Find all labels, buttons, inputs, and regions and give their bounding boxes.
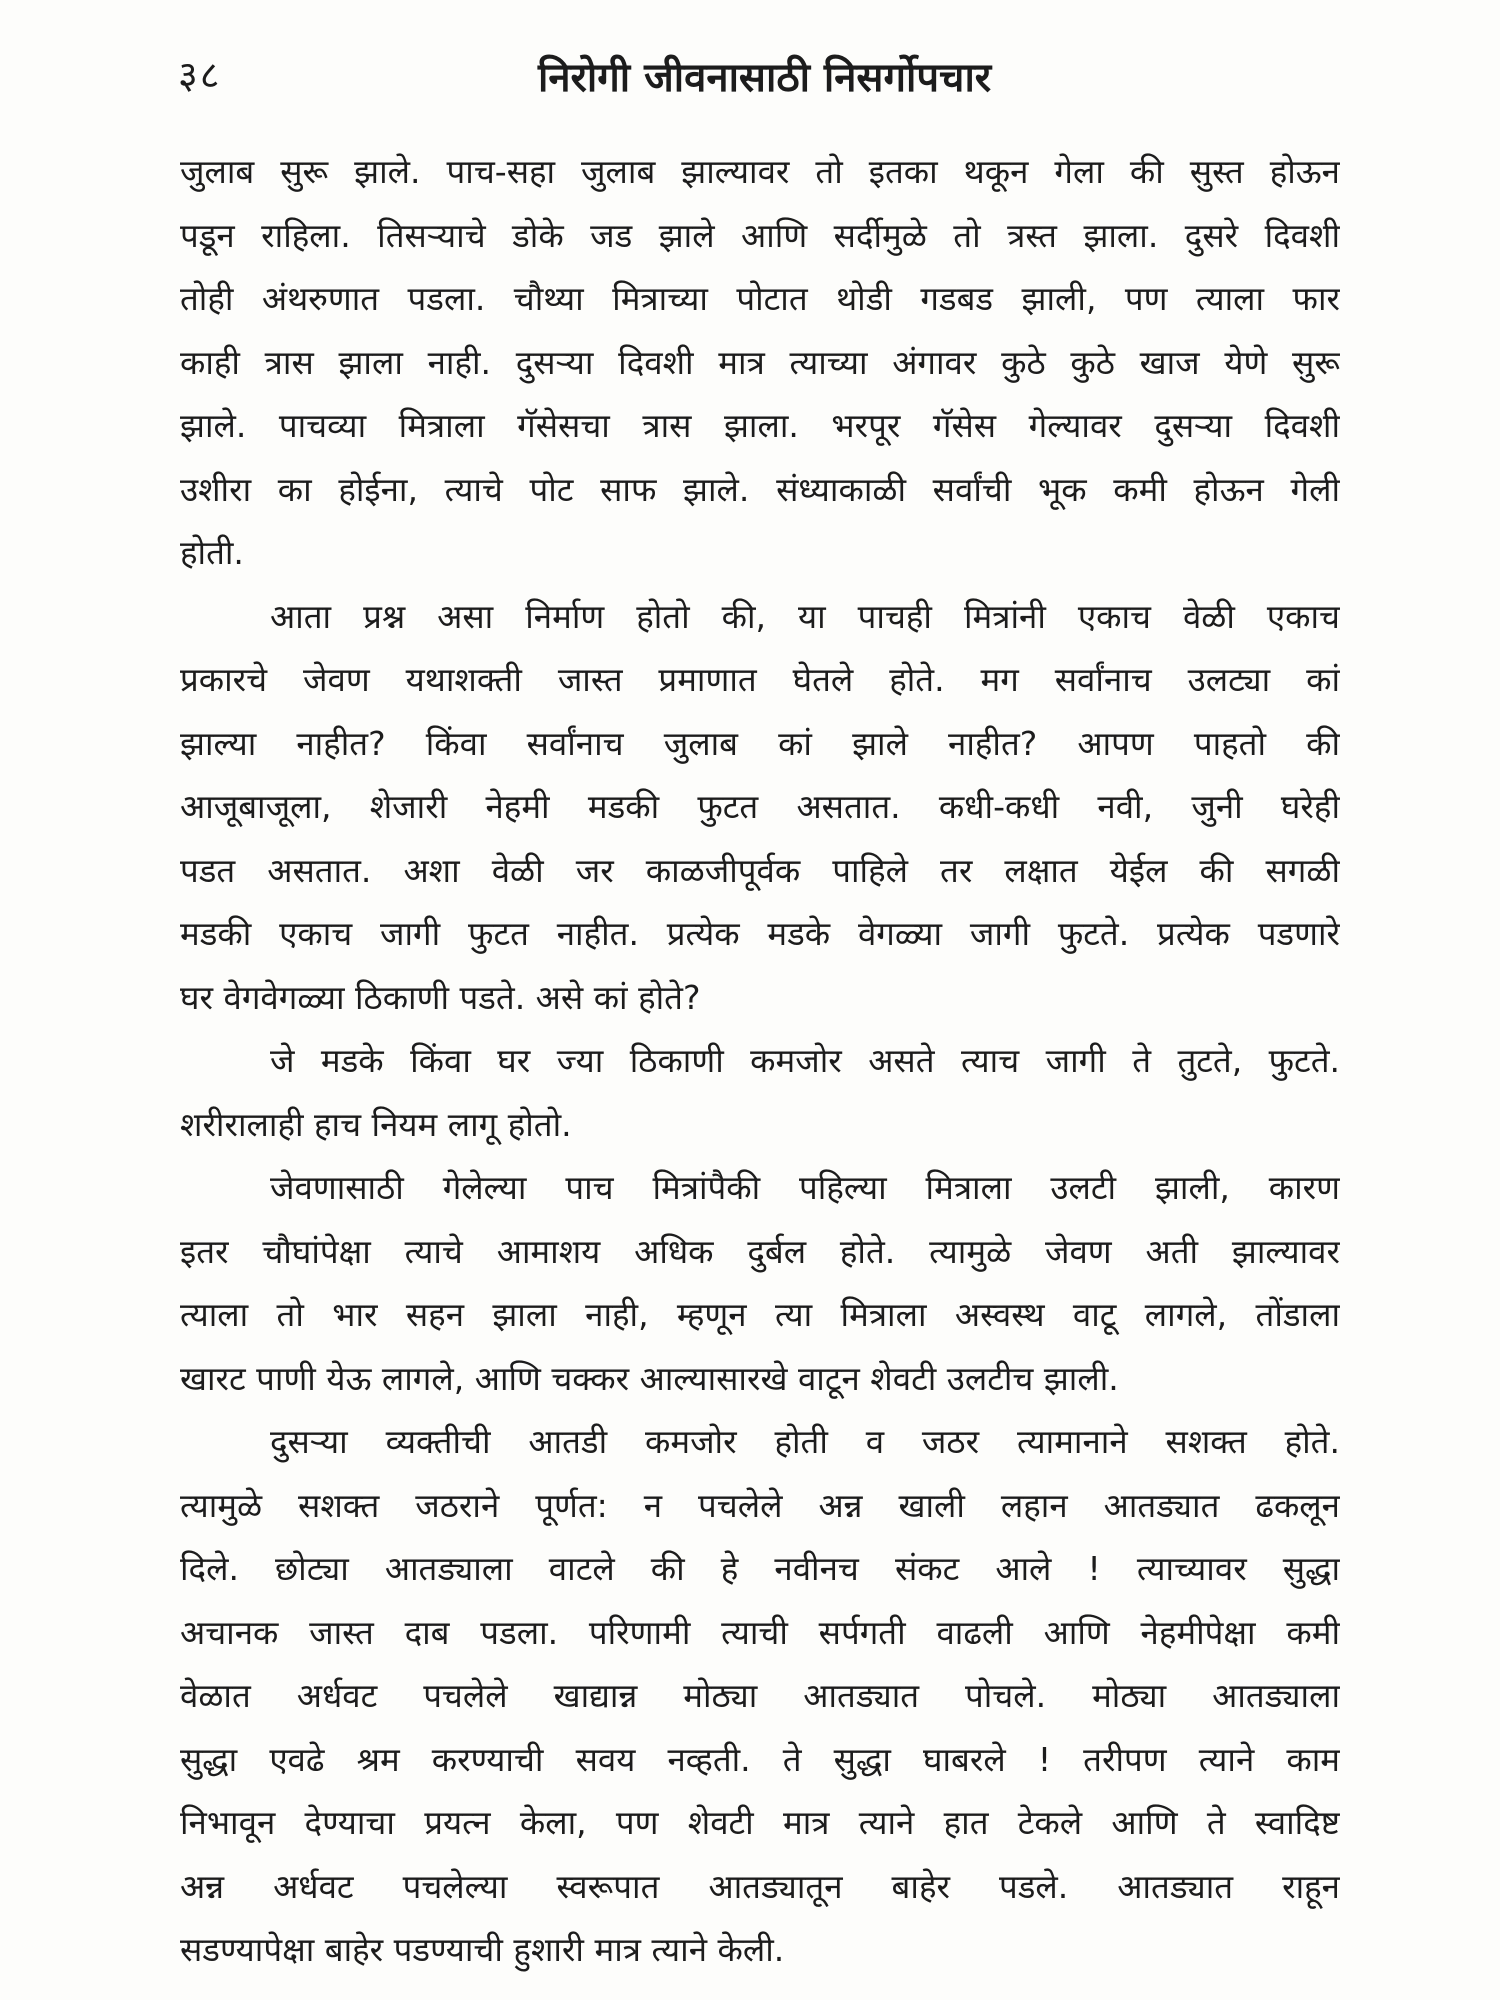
running-title: निरोगी जीवनासाठी निसर्गोपचार: [538, 55, 992, 101]
page-header: [178, 48, 1338, 108]
text-line: आजूबाजूला, शेजारी नेहमी मडकी फुटत असतात. कधी-कधी नवी, जुनी घरेही: [180, 787, 1340, 826]
text-line: निभावून देण्याचा प्रयत्न केला, पण शेवटी मात्र त्याने हात टेकले आणि ते स्वादिष्ट: [180, 1803, 1340, 1842]
text-line: अन्न अर्धवट पचलेल्या स्वरूपात आतड्यातून बाहेर पडले. आतड्यात राहून: [180, 1866, 1340, 1906]
text-line: झाल्या नाहीत? किंवा सर्वांनाच जुलाब कां झाले नाहीत? आपण पाहतो की: [180, 723, 1340, 763]
text-line: अचानक जास्त दाब पडला. परिणामी त्याची सर्पगती वाढली आणि नेहमीपेक्षा कमी: [180, 1612, 1340, 1652]
text-line: घर वेगवेगळ्या ठिकाणी पडते. असे कां होते?: [180, 977, 701, 1017]
text-line: जे मडके किंवा घर ज्या ठिकाणी कमजोर असते त्याच जागी ते तुटते, फुटते.: [270, 1041, 1340, 1080]
text-line: होती.: [180, 533, 244, 572]
text-line: जुलाब सुरू झाले. पाच-सहा जुलाब झाल्यावर तो इतका थकून गेला की सुस्त होऊन: [180, 152, 1340, 191]
text-line: त्याला तो भार सहन झाला नाही, म्हणून त्या मित्राला अस्वस्थ वाटू लागले, तोंडाला: [180, 1295, 1340, 1334]
text-line: वेळात अर्धवट पचलेले खाद्यान्न मोठ्या आतड्यात पोचले. मोठ्या आतड्याला: [180, 1676, 1340, 1715]
text-line: प्रकारचे जेवण यथाशक्ती जास्त प्रमाणात घेतले होते. मग सर्वांनाच उलट्या कां: [180, 660, 1340, 699]
page-number: ३८: [178, 53, 222, 97]
text-line: दुसऱ्या व्यक्तीची आतडी कमजोर होती व जठर त्यामानाने सशक्त होते.: [270, 1422, 1340, 1461]
text-line: सुद्धा एवढे श्रम करण्याची सवय नव्हती. ते सुद्धा घाबरले ! तरीपण त्याने काम: [180, 1739, 1340, 1779]
text-line: आता प्रश्न असा निर्माण होतो की, या पाचही मित्रांनी एकाच वेळी एकाच: [270, 596, 1340, 636]
text-line: काही त्रास झाला नाही. दुसऱ्या दिवशी मात्र त्याच्या अंगावर कुठे कुठे खाज येणे सुरू: [180, 342, 1340, 382]
text-line: पडून राहिला. तिसऱ्याचे डोके जड झाले आणि सर्दीमुळे तो त्रस्त झाला. दुसरे दिवशी: [180, 215, 1340, 255]
text-line: तोही अंथरुणात पडला. चौथ्या मित्राच्या पोटात थोडी गडबड झाली, पण त्याला फार: [180, 279, 1340, 318]
text-line: जेवणासाठी गेलेल्या पाच मित्रांपैकी पहिल्या मित्राला उलटी झाली, कारण: [270, 1168, 1340, 1207]
body-text: [180, 140, 1340, 1982]
text-line: उशीरा का होईना, त्याचे पोट साफ झाले. संध्याकाळी सर्वांची भूक कमी होऊन गेली: [180, 469, 1340, 509]
text-line: झाले. पाचव्या मित्राला गॅसेसचा त्रास झाला. भरपूर गॅसेस गेल्यावर दुसऱ्या दिवशी: [180, 406, 1340, 445]
text-line: शरीरालाही हाच नियम लागू होतो.: [180, 1104, 572, 1144]
text-line: सडण्यापेक्षा बाहेर पडण्याची हुशारी मात्र त्याने केली.: [180, 1930, 785, 1969]
text-line: इतर चौघांपेक्षा त्याचे आमाशय अधिक दुर्बल होते. त्यामुळे जेवण अती झाल्यावर: [180, 1231, 1340, 1271]
text-line: खारट पाणी येऊ लागले, आणि चक्कर आल्यासारखे वाटून शेवटी उलटीच झाली.: [180, 1358, 1119, 1398]
text-line: दिले. छोट्या आतड्याला वाटले की हे नवीनच संकट आले ! त्याच्यावर सुद्धा: [180, 1549, 1340, 1588]
text-line: मडकी एकाच जागी फुटत नाहीत. प्रत्येक मडके वेगळ्या जागी फुटते. प्रत्येक पडणारे: [180, 914, 1340, 953]
text-line: पडत असतात. अशा वेळी जर काळजीपूर्वक पाहिले तर लक्षात येईल की सगळी: [180, 850, 1340, 890]
text-line: त्यामुळे सशक्त जठराने पूर्णत: न पचलेले अन्न खाली लहान आतड्यात ढकलून: [180, 1485, 1340, 1525]
